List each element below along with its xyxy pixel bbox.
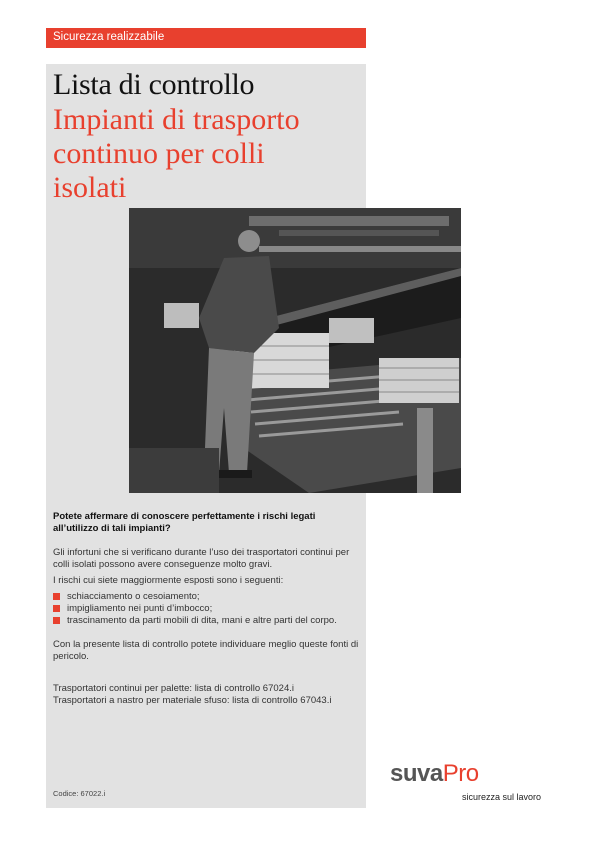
- list-item: schiacciamento o cesoiamento;: [53, 591, 373, 603]
- document-subtitle: [53, 103, 373, 205]
- subtitle-line: continuo per colli: [53, 137, 265, 170]
- list-item: trascinamento da parti mobili di dita, mani e altre parti del corpo.: [53, 615, 373, 627]
- risk-intro: I rischi cui siete maggiormente esposti sono i seguenti:: [53, 575, 284, 586]
- document-code: Codice: 67022.i: [53, 789, 106, 798]
- list-item: impigliamento nei punti d’imbocco;: [53, 603, 373, 615]
- subtitle-line: isolati: [53, 171, 127, 204]
- logo-tagline: sicurezza sul lavoro: [462, 792, 542, 802]
- subtitle-line: Impianti di trasporto: [53, 103, 300, 136]
- logo-suva: suva: [390, 760, 443, 787]
- header-bar: [46, 28, 366, 48]
- risk-list: [53, 591, 373, 627]
- suvapro-logo: [390, 760, 479, 788]
- conveyor-photo: [129, 208, 461, 493]
- reference-line: Trasportatori a nastro per materiale sfuso: lista di controllo 67043.i: [53, 695, 332, 706]
- intro-paragraph: Gli infortuni che si verificano durante l’uso dei trasportatori continui per colli isolati possono avere conseguenze molto gravi.: [53, 547, 350, 570]
- header-label: Sicurezza realizzabile: [53, 31, 165, 43]
- logo-pro: Pro: [442, 760, 479, 787]
- intro-question: Potete affermare di conoscere perfettamente i rischi legati all’utilizzo di tali impianti?: [53, 511, 316, 534]
- closing-paragraph: Con la presente lista di controllo potete individuare meglio queste fonti di pericolo.: [53, 639, 359, 662]
- document-title: Lista di controllo: [53, 68, 255, 101]
- reference-line: Trasportatori continui per palette: lista di controllo 67024.i: [53, 683, 294, 694]
